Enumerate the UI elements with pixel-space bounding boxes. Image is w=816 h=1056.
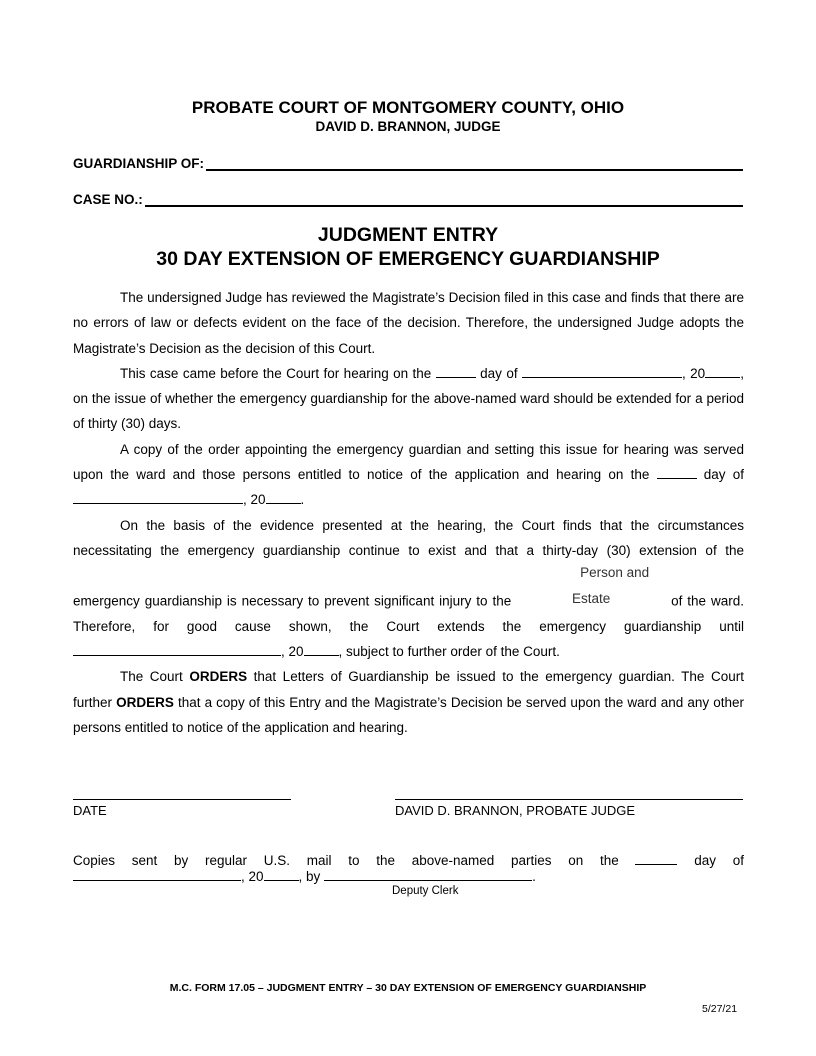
document-subtitle: 30 DAY EXTENSION OF EMERGENCY GUARDIANSHIP xyxy=(156,248,660,270)
copies-sent-line-1: Copies sent by regular U.S. mail to the above-named parties on the day of xyxy=(73,853,744,868)
extension-date-blank[interactable] xyxy=(73,642,281,656)
case-number-row xyxy=(73,191,743,207)
document-title: JUDGMENT ENTRY xyxy=(317,224,499,246)
court-name: PROBATE COURT OF MONTGOMERY COUNTY, OHIO xyxy=(191,98,625,117)
copies-month-blank[interactable] xyxy=(73,867,241,881)
case-number-label: CASE NO.: xyxy=(73,192,143,207)
paragraph-orders: The Court ORDERS that Letters of Guardianship be issued to the emergency guardian. The Court further ORDERS that a copy of this Entry and the Magistrate’s Decision be served upon the ward and any other persons entitled to notice of the application and hearing. xyxy=(73,669,744,736)
judge-signature-line[interactable] xyxy=(395,799,743,800)
deputy-clerk-label: Deputy Clerk xyxy=(392,885,459,897)
orders-emphasis: ORDERS xyxy=(116,694,174,710)
hearing-year-blank[interactable] xyxy=(705,364,740,378)
service-month-blank[interactable] xyxy=(73,490,243,504)
hearing-day-blank[interactable] xyxy=(436,364,476,378)
paragraph-review: The undersigned Judge has reviewed the Magistrate’s Decision filed in this case and finds that there are no errors of law or defects evident on the face of the decision. Therefore, the undersigned Judge adopts the Magistrate’s Decision as the decision of this Court. xyxy=(73,290,744,356)
copies-year-blank[interactable] xyxy=(264,867,299,881)
case-number-field[interactable] xyxy=(145,191,743,207)
person-estate-field[interactable]: Person and Estate xyxy=(572,565,650,606)
copies-day-blank[interactable] xyxy=(635,851,677,865)
date-signature-line[interactable] xyxy=(73,799,291,800)
paragraph-findings: On the basis of the evidence presented at the hearing, the Court finds that the circumstances necessitating the emergency guardianship continue to exist and that a thirty-day (30) extension of the emergency guardianship is necessary to prevent significant injury to the Person and Estate of the ward. Therefore, for good cause shown, the Court extends the emergency guardianship until , 20 , subject to further order of the Court. xyxy=(73,517,744,660)
copies-sent-line-2: , 20 , by . xyxy=(73,867,536,884)
paragraph-hearing: This case came before the Court for hearing on the day of , 20 , on the issue of whether the emergency guardianship for the above-named ward should be extended for a period of thirty (30) days. xyxy=(73,365,744,432)
hearing-month-blank[interactable] xyxy=(522,364,682,378)
revision-date: 5/27/21 xyxy=(702,1003,738,1015)
guardianship-of-field[interactable] xyxy=(206,155,743,171)
guardianship-of-row xyxy=(73,155,743,171)
form-footer: M.C. FORM 17.05 – JUDGMENT ENTRY – 30 DAY EXTENSION OF EMERGENCY GUARDIANSHIP xyxy=(169,982,647,994)
deputy-clerk-signature-blank[interactable] xyxy=(324,867,532,881)
service-year-blank[interactable] xyxy=(266,490,301,504)
paragraph-service: A copy of the order appointing the emergency guardian and setting this issue for hearing was served upon the ward and those persons entitled to notice of the application and hearing on the day of , 20 . xyxy=(73,441,744,508)
orders-emphasis: ORDERS xyxy=(189,669,248,685)
judge-signature-label: DAVID D. BRANNON, PROBATE JUDGE xyxy=(395,803,636,818)
judge-name-header: DAVID D. BRANNON, JUDGE xyxy=(315,119,501,134)
document-body xyxy=(73,285,744,740)
service-day-blank[interactable] xyxy=(657,465,697,479)
date-label: DATE xyxy=(73,803,107,818)
extension-year-blank[interactable] xyxy=(304,642,339,656)
guardianship-of-label: GUARDIANSHIP OF: xyxy=(73,156,205,171)
